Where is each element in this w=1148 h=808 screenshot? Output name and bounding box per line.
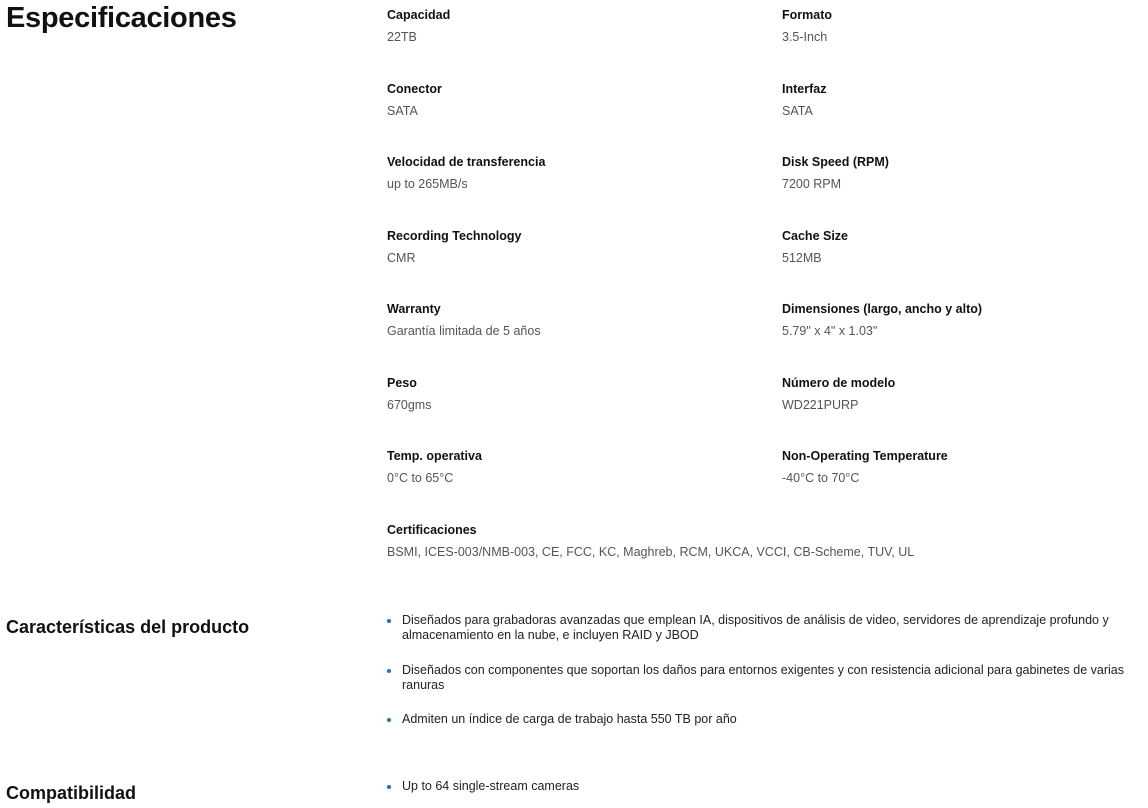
spec-cache-size [782,228,1142,266]
spec-value: CMR [387,251,416,265]
spec-capacity [387,7,747,45]
spec-operating-temp [387,448,747,486]
spec-label: Certificaciones [387,523,477,537]
compatibility-list [387,779,1145,794]
spec-weight [387,375,747,413]
bullet-dot-icon [387,619,391,623]
bullet-dot-icon [387,669,391,673]
spec-transfer-rate [387,154,747,192]
spec-value: WD221PURP [782,398,859,412]
spec-label: Non-Operating Temperature [782,449,948,463]
spec-value: SATA [387,104,418,118]
bullet-dot-icon [387,718,391,722]
feature-text: Diseñados para grabadoras avanzadas que emplean IA, dispositivos de análisis de video, servidores de aprendizaje profundo y almacenamiento en la nube, e incluyen RAID y JBOD [402,613,1109,642]
spec-label: Dimensiones (largo, ancho y alto) [782,302,983,316]
list-item [387,663,1145,693]
spec-model-number [782,375,1142,413]
spec-label: Cache Size [782,229,849,243]
spec-label: Disk Speed (RPM) [782,155,889,169]
spec-value: 22TB [387,30,417,44]
spec-label: Peso [387,376,417,390]
spec-label: Recording Technology [387,229,522,243]
spec-label: Warranty [387,302,441,316]
spec-non-operating-temp [782,448,1142,486]
features-title: Características del producto [6,617,250,637]
spec-label: Interfaz [782,82,827,96]
spec-value: 670gms [387,398,432,412]
compatibility-text: Up to 64 single-stream cameras [402,779,580,793]
feature-text: Admiten un índice de carga de trabajo hasta 550 TB por año [402,712,737,726]
compatibility-title: Compatibilidad [6,783,136,803]
spec-value: 512MB [782,251,822,265]
spec-value: up to 265MB/s [387,177,468,191]
spec-label: Número de modelo [782,376,896,390]
spec-value: 3.5-Inch [782,30,828,44]
spec-certifications [387,522,1127,560]
spec-form-factor [782,7,1142,45]
list-item [387,712,1145,727]
list-item [387,613,1145,643]
spec-value: Garantía limitada de 5 años [387,324,541,338]
specs-title: Especificaciones [6,2,237,34]
spec-value: 7200 RPM [782,177,842,191]
spec-label: Capacidad [387,8,451,22]
spec-disk-speed [782,154,1142,192]
spec-recording-technology [387,228,747,266]
spec-value: 5.79" x 4" x 1.03" [782,324,878,338]
spec-label: Temp. operativa [387,449,482,463]
list-item [387,779,1145,794]
spec-warranty [387,301,747,339]
spec-value: 0°C to 65°C [387,471,454,485]
spec-label: Formato [782,8,832,22]
features-list [387,613,1145,727]
feature-text: Diseñados con componentes que soportan los daños para entornos exigentes y con resistencia adicional para gabinetes de varias ranuras [402,663,1124,692]
spec-interface [782,81,1142,119]
spec-connector [387,81,747,119]
spec-dimensions [782,301,1142,339]
spec-value: BSMI, ICES-003/NMB-003, CE, FCC, KC, Maghreb, RCM, UKCA, VCCI, CB-Scheme, TUV, UL [387,545,915,559]
spec-label: Velocidad de transferencia [387,155,546,169]
spec-value: SATA [782,104,813,118]
spec-value: -40°C to 70°C [782,471,860,485]
spec-label: Conector [387,82,442,96]
bullet-dot-icon [387,785,391,789]
